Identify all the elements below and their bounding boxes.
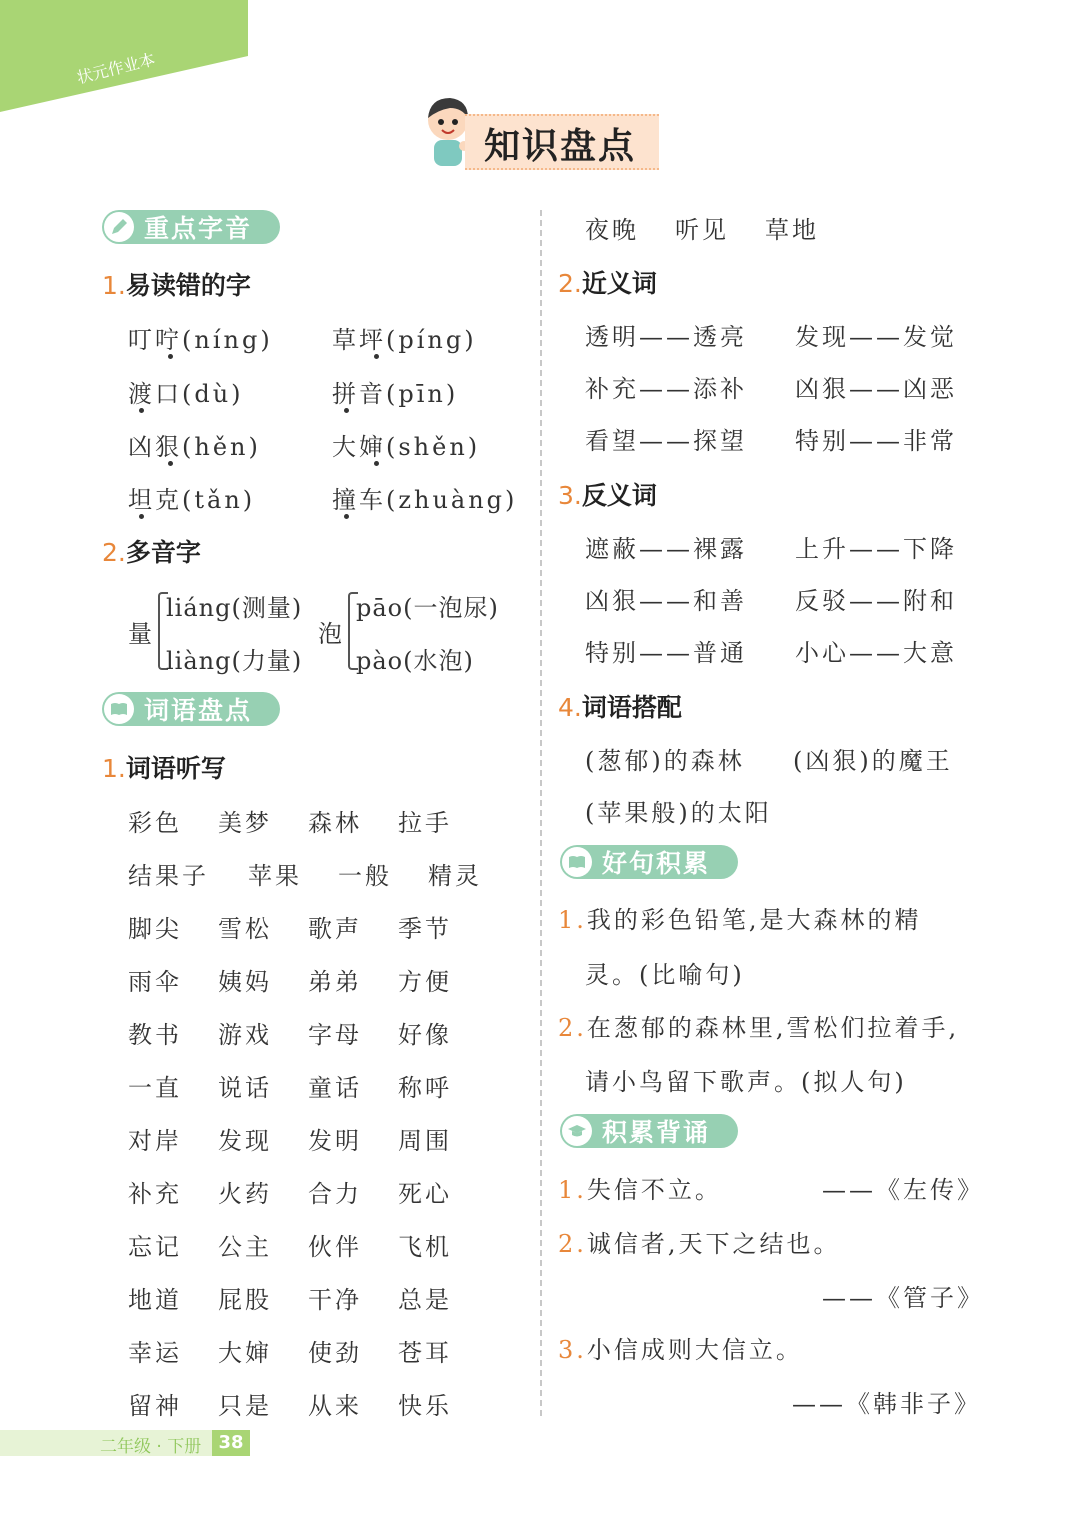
vocab-word: 拉手 <box>398 809 452 837</box>
polyphonic-reading: liàng(力量) <box>166 647 303 675</box>
page-number: 38 <box>212 1430 250 1456</box>
vocab-word: 苹果 <box>248 862 302 890</box>
vocab-word: 夜晚 <box>585 216 639 244</box>
vocab-word: 飞机 <box>398 1233 452 1261</box>
polyphonic-reading: pāo(一泡尿) <box>356 594 499 622</box>
brand-label: 状元作业本 <box>74 49 157 88</box>
vocab-word: 死心 <box>398 1180 452 1208</box>
recite-source: ——《管子》 <box>822 1284 984 1312</box>
vocab-word: 精灵 <box>428 862 482 890</box>
collocation: (葱郁)的森林 <box>585 747 745 775</box>
collocation: (凶狠)的魔王 <box>793 747 953 775</box>
vocab-word: 季节 <box>398 915 452 943</box>
vocab-word: 屁股 <box>218 1286 272 1314</box>
vocab-word: 结果子 <box>128 862 209 890</box>
graduation-cap-icon <box>562 1116 592 1146</box>
synonym-pair: 凶狠——凶恶 <box>795 375 957 403</box>
misread-word: 凶狠(hěn) <box>128 433 261 461</box>
sentence-item: 2.在葱郁的森林里,雪松们拉着手, <box>558 1014 960 1042</box>
emphasis-dot <box>139 514 144 519</box>
vocab-word: 忘记 <box>128 1233 182 1261</box>
vocab-word: 听见 <box>675 216 729 244</box>
vocab-word: 称呼 <box>398 1074 452 1102</box>
subsection-heading: 3.反义词 <box>558 481 657 510</box>
polyphonic-char: 泡 <box>318 620 345 648</box>
vocab-word: 字母 <box>308 1021 362 1049</box>
vocab-word: 干净 <box>308 1286 362 1314</box>
vocab-word: 游戏 <box>218 1021 272 1049</box>
vocab-word: 伙伴 <box>308 1233 362 1261</box>
section-key-pronunciation: 重点字音 <box>102 210 280 244</box>
misread-word: 坦克(tǎn) <box>128 486 256 514</box>
grade-label: 二年级 · 下册 <box>100 1437 202 1457</box>
emphasis-dot <box>374 354 379 359</box>
vocab-word: 彩色 <box>128 809 182 837</box>
emphasis-dot <box>344 514 349 519</box>
antonym-pair: 反驳——附和 <box>795 587 957 615</box>
vocab-word: 歌声 <box>308 915 362 943</box>
pencil-icon <box>104 212 134 242</box>
column-divider <box>540 210 542 1416</box>
emphasis-dot <box>344 408 349 413</box>
recite-item: 1.失信不立。 <box>558 1176 722 1204</box>
collocation: (苹果般)的太阳 <box>585 799 772 827</box>
vocab-word: 快乐 <box>398 1392 452 1420</box>
sentence-item-continued: 灵。(比喻句) <box>585 961 745 989</box>
sentence-item: 1.我的彩色铅笔,是大森林的精 <box>558 906 922 934</box>
vocab-word: 雨伞 <box>128 968 182 996</box>
emphasis-dot <box>168 354 173 359</box>
synonym-pair: 发现——发觉 <box>795 323 957 351</box>
page-title: 知识盘点 <box>484 126 637 167</box>
vocab-word: 使劲 <box>308 1339 362 1367</box>
vocab-word: 一般 <box>338 862 392 890</box>
vocab-word: 大婶 <box>218 1339 272 1367</box>
section-recite: 积累背诵 <box>560 1114 738 1148</box>
misread-word: 叮咛(níng) <box>128 326 273 354</box>
subsection-heading: 4.词语搭配 <box>558 693 682 722</box>
sentence-item-continued: 请小鸟留下歌声。(拟人句) <box>585 1068 907 1096</box>
vocab-word: 好像 <box>398 1021 452 1049</box>
polyphonic-reading: liáng(测量) <box>166 594 303 622</box>
vocab-word: 留神 <box>128 1392 182 1420</box>
misread-word: 渡口(dù) <box>128 380 244 408</box>
antonym-pair: 特别——普通 <box>585 639 747 667</box>
emphasis-dot <box>168 461 173 466</box>
vocab-word: 对岸 <box>128 1127 182 1155</box>
vocab-word: 森林 <box>308 809 362 837</box>
vocab-word: 一直 <box>128 1074 182 1102</box>
misread-word: 大婶(shěn) <box>332 433 481 461</box>
antonym-pair: 小心——大意 <box>795 639 957 667</box>
book-icon <box>104 694 134 724</box>
vocab-word: 周围 <box>398 1127 452 1155</box>
emphasis-dot <box>374 461 379 466</box>
section-vocab: 词语盘点 <box>102 692 280 726</box>
subsection-heading: 1.易读错的字 <box>102 271 251 300</box>
vocab-word: 美梦 <box>218 809 272 837</box>
recite-source: ——《韩非子》 <box>792 1390 981 1418</box>
vocab-word: 补充 <box>128 1180 182 1208</box>
vocab-word: 合力 <box>308 1180 362 1208</box>
subsection-heading: 1.词语听写 <box>102 754 226 783</box>
subsection-heading: 2.多音字 <box>102 538 201 567</box>
recite-item: 3.小信成则大信立。 <box>558 1336 803 1364</box>
synonym-pair: 特别——非常 <box>795 427 957 455</box>
misread-word: 撞车(zhuàng) <box>332 486 518 514</box>
vocab-word: 从来 <box>308 1392 362 1420</box>
misread-word: 拼音(pīn) <box>332 380 459 408</box>
vocab-word: 发现 <box>218 1127 272 1155</box>
polyphonic-char: 量 <box>128 620 155 648</box>
vocab-word: 雪松 <box>218 915 272 943</box>
vocab-word: 教书 <box>128 1021 182 1049</box>
vocab-word: 公主 <box>218 1233 272 1261</box>
vocab-word: 发明 <box>308 1127 362 1155</box>
vocab-word: 幸运 <box>128 1339 182 1367</box>
vocab-word: 只是 <box>218 1392 272 1420</box>
recite-item: 2.诚信者,天下之结也。 <box>558 1230 841 1258</box>
vocab-word: 地道 <box>128 1286 182 1314</box>
vocab-word: 总是 <box>398 1286 452 1314</box>
vocab-word: 草地 <box>765 216 819 244</box>
vocab-word: 说话 <box>218 1074 272 1102</box>
vocab-word: 童话 <box>308 1074 362 1102</box>
polyphonic-reading: pào(水泡) <box>356 647 474 675</box>
vocab-word: 脚尖 <box>128 915 182 943</box>
recite-source: ——《左传》 <box>822 1176 984 1204</box>
synonym-pair: 补充——添补 <box>585 375 747 403</box>
synonym-pair: 看望——探望 <box>585 427 747 455</box>
antonym-pair: 遮蔽——裸露 <box>585 535 747 563</box>
misread-word: 草坪(píng) <box>332 326 477 354</box>
synonym-pair: 透明——透亮 <box>585 323 747 351</box>
antonym-pair: 凶狠——和善 <box>585 587 747 615</box>
vocab-word: 方便 <box>398 968 452 996</box>
subsection-heading: 2.近义词 <box>558 269 657 298</box>
vocab-word: 弟弟 <box>308 968 362 996</box>
antonym-pair: 上升——下降 <box>795 535 957 563</box>
vocab-word: 苍耳 <box>398 1339 452 1367</box>
emphasis-dot <box>139 408 144 413</box>
section-sentences: 好句积累 <box>560 845 738 879</box>
book-icon <box>562 847 592 877</box>
vocab-word: 姨妈 <box>218 968 272 996</box>
vocab-word: 火药 <box>218 1180 272 1208</box>
